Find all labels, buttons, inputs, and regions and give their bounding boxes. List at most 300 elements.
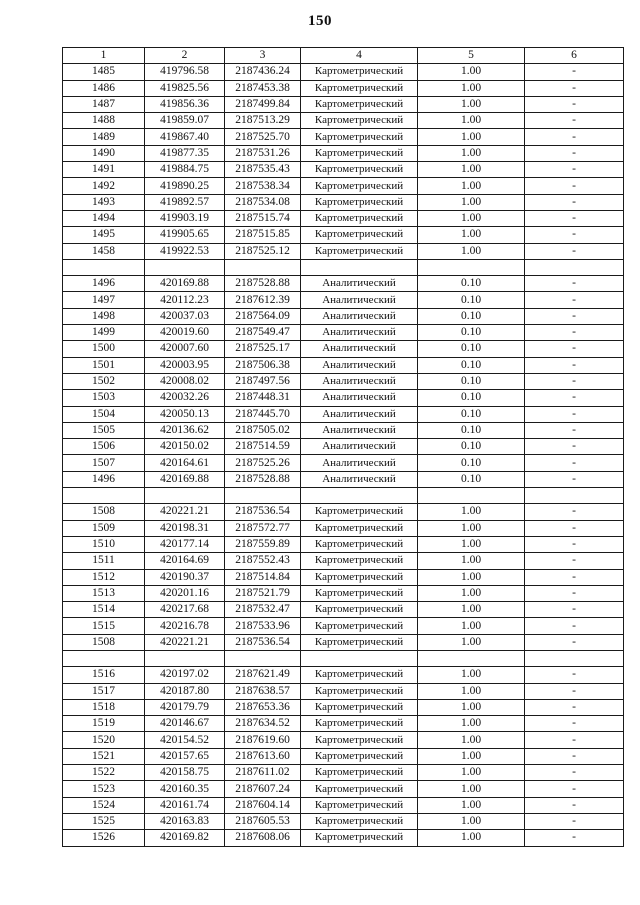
point-number-cell: 1494 bbox=[63, 210, 145, 226]
accuracy-cell: 1.00 bbox=[418, 536, 525, 552]
x-coordinate-cell: 420146.67 bbox=[145, 716, 225, 732]
y-coordinate-cell bbox=[225, 259, 301, 275]
y-coordinate-cell: 2187607.24 bbox=[225, 781, 301, 797]
x-coordinate-cell: 420163.83 bbox=[145, 813, 225, 829]
y-coordinate-cell bbox=[225, 650, 301, 666]
x-coordinate-cell: 420221.21 bbox=[145, 504, 225, 520]
table-row bbox=[63, 64, 624, 80]
x-coordinate-cell: 420198.31 bbox=[145, 520, 225, 536]
table-row bbox=[63, 748, 624, 764]
y-coordinate-cell: 2187604.14 bbox=[225, 797, 301, 813]
method-cell: Аналитический bbox=[301, 471, 418, 487]
column-header-2: 2 bbox=[145, 48, 225, 64]
y-coordinate-cell: 2187528.88 bbox=[225, 276, 301, 292]
y-coordinate-cell: 2187535.43 bbox=[225, 162, 301, 178]
method-cell: Аналитический bbox=[301, 390, 418, 406]
table-row bbox=[63, 325, 624, 341]
point-number-cell: 1511 bbox=[63, 553, 145, 569]
y-coordinate-cell: 2187531.26 bbox=[225, 145, 301, 161]
x-coordinate-cell bbox=[145, 259, 225, 275]
accuracy-cell: 1.00 bbox=[418, 813, 525, 829]
x-coordinate-cell: 420007.60 bbox=[145, 341, 225, 357]
table-row bbox=[63, 145, 624, 161]
table-row bbox=[63, 504, 624, 520]
accuracy-cell: 1.00 bbox=[418, 765, 525, 781]
x-coordinate-cell: 420169.82 bbox=[145, 830, 225, 846]
column-header-3: 3 bbox=[225, 48, 301, 64]
description-cell: - bbox=[525, 716, 624, 732]
x-coordinate-cell: 420217.68 bbox=[145, 602, 225, 618]
point-number-cell: 1489 bbox=[63, 129, 145, 145]
x-coordinate-cell: 420150.02 bbox=[145, 439, 225, 455]
y-coordinate-cell: 2187612.39 bbox=[225, 292, 301, 308]
y-coordinate-cell: 2187619.60 bbox=[225, 732, 301, 748]
accuracy-cell: 0.10 bbox=[418, 390, 525, 406]
x-coordinate-cell: 419884.75 bbox=[145, 162, 225, 178]
table-row bbox=[63, 797, 624, 813]
point-number-cell: 1525 bbox=[63, 813, 145, 829]
y-coordinate-cell: 2187525.70 bbox=[225, 129, 301, 145]
accuracy-cell: 1.00 bbox=[418, 699, 525, 715]
description-cell: - bbox=[525, 227, 624, 243]
method-cell: Аналитический bbox=[301, 292, 418, 308]
table-row bbox=[63, 765, 624, 781]
method-cell: Картометрический bbox=[301, 80, 418, 96]
method-cell: Аналитический bbox=[301, 276, 418, 292]
accuracy-cell: 1.00 bbox=[418, 194, 525, 210]
method-cell: Картометрический bbox=[301, 113, 418, 129]
method-cell: Картометрический bbox=[301, 748, 418, 764]
y-coordinate-cell: 2187559.89 bbox=[225, 536, 301, 552]
point-number-cell: 1501 bbox=[63, 357, 145, 373]
method-cell: Аналитический bbox=[301, 422, 418, 438]
description-cell: - bbox=[525, 797, 624, 813]
method-cell: Картометрический bbox=[301, 536, 418, 552]
x-coordinate-cell: 419890.25 bbox=[145, 178, 225, 194]
description-cell: - bbox=[525, 667, 624, 683]
method-cell: Аналитический bbox=[301, 406, 418, 422]
point-number-cell: 1504 bbox=[63, 406, 145, 422]
description-cell: - bbox=[525, 162, 624, 178]
description-cell bbox=[525, 650, 624, 666]
x-coordinate-cell: 420154.52 bbox=[145, 732, 225, 748]
column-header-4: 4 bbox=[301, 48, 418, 64]
method-cell: Картометрический bbox=[301, 618, 418, 634]
table-header bbox=[63, 48, 624, 64]
y-coordinate-cell: 2187611.02 bbox=[225, 765, 301, 781]
point-number-cell: 1519 bbox=[63, 716, 145, 732]
accuracy-cell: 1.00 bbox=[418, 602, 525, 618]
point-number-cell: 1513 bbox=[63, 585, 145, 601]
description-cell: - bbox=[525, 699, 624, 715]
y-coordinate-cell: 2187534.08 bbox=[225, 194, 301, 210]
table-row bbox=[63, 471, 624, 487]
accuracy-cell: 1.00 bbox=[418, 634, 525, 650]
table-row bbox=[63, 341, 624, 357]
method-cell: Картометрический bbox=[301, 520, 418, 536]
x-coordinate-cell: 420169.88 bbox=[145, 276, 225, 292]
accuracy-cell: 1.00 bbox=[418, 748, 525, 764]
point-number-cell: 1493 bbox=[63, 194, 145, 210]
x-coordinate-cell: 419905.65 bbox=[145, 227, 225, 243]
description-cell: - bbox=[525, 830, 624, 846]
description-cell: - bbox=[525, 129, 624, 145]
accuracy-cell: 0.10 bbox=[418, 439, 525, 455]
accuracy-cell: 1.00 bbox=[418, 210, 525, 226]
description-cell: - bbox=[525, 406, 624, 422]
x-coordinate-cell: 419877.35 bbox=[145, 145, 225, 161]
x-coordinate-cell: 420157.65 bbox=[145, 748, 225, 764]
method-cell: Картометрический bbox=[301, 178, 418, 194]
point-number-cell: 1495 bbox=[63, 227, 145, 243]
point-number-cell: 1492 bbox=[63, 178, 145, 194]
table-row bbox=[63, 667, 624, 683]
description-cell: - bbox=[525, 422, 624, 438]
table-row bbox=[63, 455, 624, 471]
y-coordinate-cell: 2187436.24 bbox=[225, 64, 301, 80]
description-cell: - bbox=[525, 748, 624, 764]
table-row bbox=[63, 569, 624, 585]
y-coordinate-cell: 2187497.56 bbox=[225, 373, 301, 389]
description-cell: - bbox=[525, 96, 624, 112]
point-number-cell: 1496 bbox=[63, 471, 145, 487]
y-coordinate-cell: 2187499.84 bbox=[225, 96, 301, 112]
accuracy-cell bbox=[418, 650, 525, 666]
table-row bbox=[63, 80, 624, 96]
point-number-cell: 1522 bbox=[63, 765, 145, 781]
method-cell: Картометрический bbox=[301, 145, 418, 161]
accuracy-cell: 0.10 bbox=[418, 406, 525, 422]
description-cell: - bbox=[525, 520, 624, 536]
description-cell: - bbox=[525, 341, 624, 357]
description-cell: - bbox=[525, 455, 624, 471]
method-cell: Картометрический bbox=[301, 765, 418, 781]
x-coordinate-cell: 419859.07 bbox=[145, 113, 225, 129]
x-coordinate-cell: 420179.79 bbox=[145, 699, 225, 715]
y-coordinate-cell: 2187505.02 bbox=[225, 422, 301, 438]
y-coordinate-cell: 2187525.17 bbox=[225, 341, 301, 357]
method-cell: Картометрический bbox=[301, 64, 418, 80]
method-cell bbox=[301, 259, 418, 275]
method-cell: Аналитический bbox=[301, 325, 418, 341]
x-coordinate-cell: 420019.60 bbox=[145, 325, 225, 341]
description-cell: - bbox=[525, 585, 624, 601]
y-coordinate-cell: 2187448.31 bbox=[225, 390, 301, 406]
table-row bbox=[63, 488, 624, 504]
point-number-cell bbox=[63, 488, 145, 504]
description-cell: - bbox=[525, 325, 624, 341]
point-number-cell: 1506 bbox=[63, 439, 145, 455]
point-number-cell: 1508 bbox=[63, 504, 145, 520]
y-coordinate-cell: 2187621.49 bbox=[225, 667, 301, 683]
x-coordinate-cell: 420112.23 bbox=[145, 292, 225, 308]
accuracy-cell: 1.00 bbox=[418, 716, 525, 732]
description-cell: - bbox=[525, 732, 624, 748]
x-coordinate-cell: 419867.40 bbox=[145, 129, 225, 145]
method-cell: Картометрический bbox=[301, 162, 418, 178]
accuracy-cell: 1.00 bbox=[418, 618, 525, 634]
table-row bbox=[63, 536, 624, 552]
point-number-cell: 1512 bbox=[63, 569, 145, 585]
point-number-cell: 1508 bbox=[63, 634, 145, 650]
table-row bbox=[63, 520, 624, 536]
description-cell: - bbox=[525, 813, 624, 829]
x-coordinate-cell: 419796.58 bbox=[145, 64, 225, 80]
column-header-6: 6 bbox=[525, 48, 624, 64]
x-coordinate-cell: 419892.57 bbox=[145, 194, 225, 210]
point-number-cell: 1514 bbox=[63, 602, 145, 618]
point-number-cell: 1516 bbox=[63, 667, 145, 683]
method-cell: Картометрический bbox=[301, 732, 418, 748]
point-number-cell: 1526 bbox=[63, 830, 145, 846]
description-cell: - bbox=[525, 683, 624, 699]
method-cell: Картометрический bbox=[301, 699, 418, 715]
table-row bbox=[63, 357, 624, 373]
description-cell: - bbox=[525, 145, 624, 161]
y-coordinate-cell: 2187445.70 bbox=[225, 406, 301, 422]
description-cell: - bbox=[525, 781, 624, 797]
y-coordinate-cell: 2187533.96 bbox=[225, 618, 301, 634]
x-coordinate-cell: 420008.02 bbox=[145, 373, 225, 389]
point-number-cell: 1458 bbox=[63, 243, 145, 259]
method-cell: Картометрический bbox=[301, 243, 418, 259]
accuracy-cell: 1.00 bbox=[418, 162, 525, 178]
accuracy-cell: 1.00 bbox=[418, 683, 525, 699]
method-cell: Картометрический bbox=[301, 830, 418, 846]
accuracy-cell: 1.00 bbox=[418, 178, 525, 194]
y-coordinate-cell: 2187525.26 bbox=[225, 455, 301, 471]
x-coordinate-cell: 420003.95 bbox=[145, 357, 225, 373]
y-coordinate-cell: 2187521.79 bbox=[225, 585, 301, 601]
method-cell: Картометрический bbox=[301, 781, 418, 797]
accuracy-cell: 0.10 bbox=[418, 357, 525, 373]
table-row bbox=[63, 373, 624, 389]
accuracy-cell: 1.00 bbox=[418, 667, 525, 683]
method-cell: Аналитический bbox=[301, 357, 418, 373]
y-coordinate-cell: 2187634.52 bbox=[225, 716, 301, 732]
point-number-cell: 1497 bbox=[63, 292, 145, 308]
x-coordinate-cell bbox=[145, 488, 225, 504]
accuracy-cell: 0.10 bbox=[418, 341, 525, 357]
accuracy-cell: 1.00 bbox=[418, 830, 525, 846]
method-cell: Картометрический bbox=[301, 813, 418, 829]
y-coordinate-cell: 2187536.54 bbox=[225, 504, 301, 520]
y-coordinate-cell: 2187453.38 bbox=[225, 80, 301, 96]
point-number-cell: 1515 bbox=[63, 618, 145, 634]
x-coordinate-cell: 420164.61 bbox=[145, 455, 225, 471]
table-row bbox=[63, 406, 624, 422]
accuracy-cell: 0.10 bbox=[418, 471, 525, 487]
table-row bbox=[63, 422, 624, 438]
table-row bbox=[63, 390, 624, 406]
y-coordinate-cell: 2187638.57 bbox=[225, 683, 301, 699]
accuracy-cell: 0.10 bbox=[418, 373, 525, 389]
table-row bbox=[63, 732, 624, 748]
accuracy-cell: 0.10 bbox=[418, 325, 525, 341]
table-row bbox=[63, 439, 624, 455]
point-number-cell: 1517 bbox=[63, 683, 145, 699]
method-cell: Картометрический bbox=[301, 194, 418, 210]
method-cell bbox=[301, 488, 418, 504]
accuracy-cell bbox=[418, 488, 525, 504]
point-number-cell: 1488 bbox=[63, 113, 145, 129]
table-row bbox=[63, 683, 624, 699]
accuracy-cell: 1.00 bbox=[418, 243, 525, 259]
accuracy-cell: 1.00 bbox=[418, 113, 525, 129]
point-number-cell: 1503 bbox=[63, 390, 145, 406]
table-row bbox=[63, 618, 624, 634]
column-header-5: 5 bbox=[418, 48, 525, 64]
method-cell: Картометрический bbox=[301, 129, 418, 145]
y-coordinate-cell: 2187532.47 bbox=[225, 602, 301, 618]
y-coordinate-cell: 2187549.47 bbox=[225, 325, 301, 341]
method-cell: Картометрический bbox=[301, 585, 418, 601]
x-coordinate-cell: 420032.26 bbox=[145, 390, 225, 406]
table-row bbox=[63, 716, 624, 732]
table-body bbox=[63, 64, 624, 846]
y-coordinate-cell: 2187572.77 bbox=[225, 520, 301, 536]
point-number-cell: 1509 bbox=[63, 520, 145, 536]
table-row bbox=[63, 650, 624, 666]
table-row bbox=[63, 129, 624, 145]
point-number-cell: 1491 bbox=[63, 162, 145, 178]
description-cell: - bbox=[525, 64, 624, 80]
accuracy-cell: 1.00 bbox=[418, 227, 525, 243]
method-cell bbox=[301, 650, 418, 666]
method-cell: Аналитический bbox=[301, 455, 418, 471]
description-cell: - bbox=[525, 634, 624, 650]
accuracy-cell: 1.00 bbox=[418, 96, 525, 112]
method-cell: Картометрический bbox=[301, 553, 418, 569]
point-number-cell: 1496 bbox=[63, 276, 145, 292]
y-coordinate-cell: 2187538.34 bbox=[225, 178, 301, 194]
point-number-cell: 1523 bbox=[63, 781, 145, 797]
x-coordinate-cell: 420050.13 bbox=[145, 406, 225, 422]
y-coordinate-cell: 2187513.29 bbox=[225, 113, 301, 129]
method-cell: Аналитический bbox=[301, 308, 418, 324]
description-cell: - bbox=[525, 210, 624, 226]
page-number: 150 bbox=[308, 13, 332, 29]
accuracy-cell: 1.00 bbox=[418, 80, 525, 96]
x-coordinate-cell: 420160.35 bbox=[145, 781, 225, 797]
table-row bbox=[63, 194, 624, 210]
point-number-cell: 1498 bbox=[63, 308, 145, 324]
y-coordinate-cell bbox=[225, 488, 301, 504]
table-row bbox=[63, 178, 624, 194]
point-number-cell: 1524 bbox=[63, 797, 145, 813]
description-cell: - bbox=[525, 618, 624, 634]
accuracy-cell: 1.00 bbox=[418, 553, 525, 569]
description-cell: - bbox=[525, 390, 624, 406]
column-header-1: 1 bbox=[63, 48, 145, 64]
point-number-cell bbox=[63, 650, 145, 666]
description-cell: - bbox=[525, 308, 624, 324]
x-coordinate-cell: 420197.02 bbox=[145, 667, 225, 683]
y-coordinate-cell: 2187515.74 bbox=[225, 210, 301, 226]
accuracy-cell: 0.10 bbox=[418, 276, 525, 292]
table-row bbox=[63, 243, 624, 259]
accuracy-cell: 1.00 bbox=[418, 585, 525, 601]
y-coordinate-cell: 2187514.59 bbox=[225, 439, 301, 455]
description-cell: - bbox=[525, 471, 624, 487]
coordinates-table bbox=[62, 47, 624, 847]
table-row bbox=[63, 634, 624, 650]
y-coordinate-cell: 2187552.43 bbox=[225, 553, 301, 569]
y-coordinate-cell: 2187506.38 bbox=[225, 357, 301, 373]
method-cell: Картометрический bbox=[301, 504, 418, 520]
description-cell bbox=[525, 488, 624, 504]
y-coordinate-cell: 2187525.12 bbox=[225, 243, 301, 259]
y-coordinate-cell: 2187515.85 bbox=[225, 227, 301, 243]
description-cell: - bbox=[525, 194, 624, 210]
description-cell: - bbox=[525, 536, 624, 552]
point-number-cell: 1507 bbox=[63, 455, 145, 471]
description-cell: - bbox=[525, 569, 624, 585]
accuracy-cell: 1.00 bbox=[418, 520, 525, 536]
point-number-cell: 1487 bbox=[63, 96, 145, 112]
x-coordinate-cell: 420169.88 bbox=[145, 471, 225, 487]
table-row bbox=[63, 276, 624, 292]
x-coordinate-cell: 419903.19 bbox=[145, 210, 225, 226]
x-coordinate-cell: 420216.78 bbox=[145, 618, 225, 634]
header-row bbox=[63, 48, 624, 64]
method-cell: Аналитический bbox=[301, 439, 418, 455]
table-row bbox=[63, 96, 624, 112]
x-coordinate-cell: 420037.03 bbox=[145, 308, 225, 324]
x-coordinate-cell: 420221.21 bbox=[145, 634, 225, 650]
table-row bbox=[63, 259, 624, 275]
description-cell: - bbox=[525, 80, 624, 96]
method-cell: Картометрический bbox=[301, 602, 418, 618]
x-coordinate-cell: 419825.56 bbox=[145, 80, 225, 96]
x-coordinate-cell: 420190.37 bbox=[145, 569, 225, 585]
accuracy-cell: 1.00 bbox=[418, 569, 525, 585]
description-cell: - bbox=[525, 178, 624, 194]
y-coordinate-cell: 2187613.60 bbox=[225, 748, 301, 764]
description-cell: - bbox=[525, 602, 624, 618]
accuracy-cell: 1.00 bbox=[418, 504, 525, 520]
y-coordinate-cell: 2187608.06 bbox=[225, 830, 301, 846]
table-row bbox=[63, 602, 624, 618]
description-cell: - bbox=[525, 292, 624, 308]
point-number-cell: 1490 bbox=[63, 145, 145, 161]
accuracy-cell: 1.00 bbox=[418, 781, 525, 797]
table-row bbox=[63, 292, 624, 308]
x-coordinate-cell: 420158.75 bbox=[145, 765, 225, 781]
method-cell: Картометрический bbox=[301, 634, 418, 650]
description-cell: - bbox=[525, 439, 624, 455]
accuracy-cell: 0.10 bbox=[418, 308, 525, 324]
x-coordinate-cell: 420164.69 bbox=[145, 553, 225, 569]
accuracy-cell: 1.00 bbox=[418, 145, 525, 161]
accuracy-cell bbox=[418, 259, 525, 275]
point-number-cell: 1510 bbox=[63, 536, 145, 552]
method-cell: Картометрический bbox=[301, 797, 418, 813]
description-cell: - bbox=[525, 243, 624, 259]
x-coordinate-cell: 419856.36 bbox=[145, 96, 225, 112]
y-coordinate-cell: 2187514.84 bbox=[225, 569, 301, 585]
method-cell: Картометрический bbox=[301, 210, 418, 226]
method-cell: Картометрический bbox=[301, 96, 418, 112]
description-cell: - bbox=[525, 276, 624, 292]
y-coordinate-cell: 2187528.88 bbox=[225, 471, 301, 487]
method-cell: Картометрический bbox=[301, 569, 418, 585]
y-coordinate-cell: 2187536.54 bbox=[225, 634, 301, 650]
point-number-cell: 1486 bbox=[63, 80, 145, 96]
x-coordinate-cell: 420187.80 bbox=[145, 683, 225, 699]
y-coordinate-cell: 2187564.09 bbox=[225, 308, 301, 324]
accuracy-cell: 1.00 bbox=[418, 797, 525, 813]
